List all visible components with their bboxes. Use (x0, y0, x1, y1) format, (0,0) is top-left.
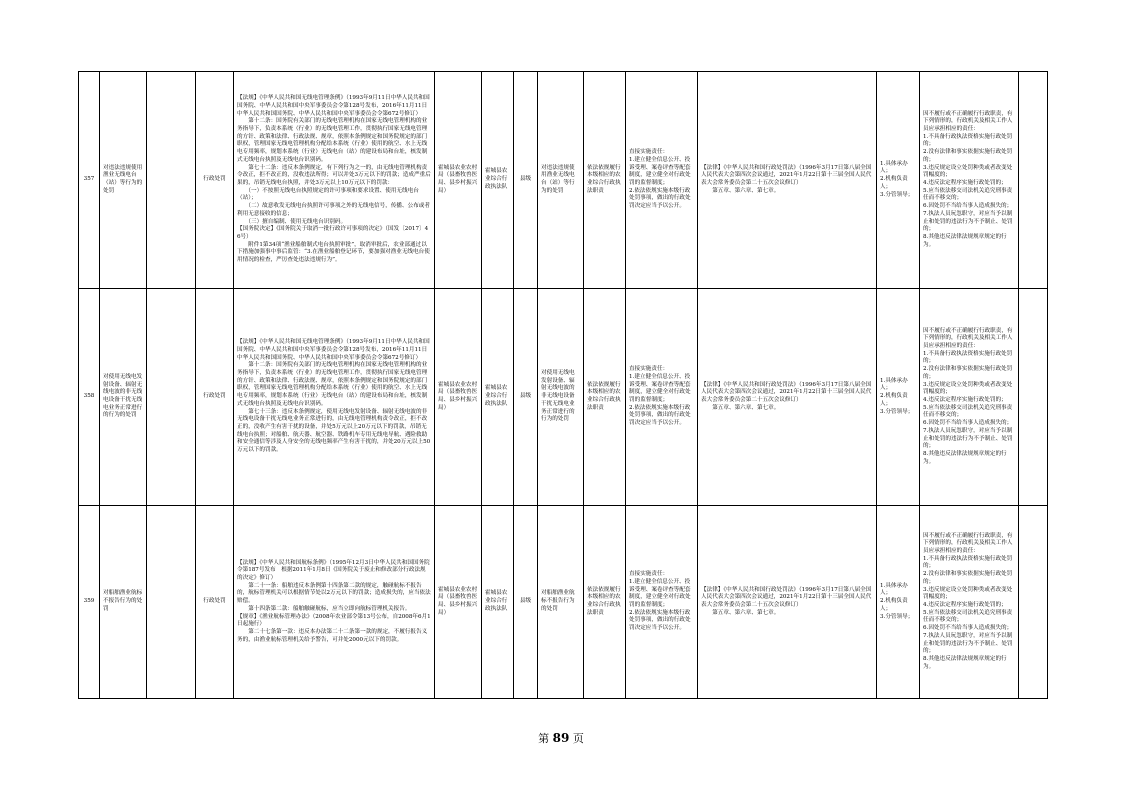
table-body (79, 72, 1048, 699)
liability-line: 4.违反法定程序实施行政处罚的； (923, 602, 1007, 608)
responsible-subject-cell (877, 72, 920, 289)
liability-line: 2.没有法律和事实依据实施行政处罚的； (923, 366, 1013, 380)
implementation-duty-line: 2.依法依规实施本级行政处罚事项，做出的行政处罚决定应当予以公开。 (629, 609, 691, 632)
legal-basis-line: 第七十三条：违反本条例规定，使用无线电发射设备、辐射无线电波的非无线电设备干扰无线电业务正常进行的，由无线电管理机构责令改正，拒不改正的，没收产生有害干扰的设备，并处5万元以上20万元以下的罚款，吊销无线电台执照；对船舶、航天器、航空器、铁路机车专用无线电导航、遇险救助和安全通信等涉及人身安全的无线电频率产生有害干扰的，并处20万元以上50万元以下的罚款。 (237, 408, 431, 454)
legal-basis-cell (234, 506, 435, 699)
responsible-subject-line: 1.具体承办人； (880, 377, 908, 392)
table-row (79, 72, 1048, 289)
footer-prefix: 第 (538, 732, 550, 745)
liability-cell (920, 506, 1019, 699)
responsible-subject-line: 1.具体承办人； (880, 160, 908, 175)
remark-cell (1019, 289, 1048, 506)
accountability-basis-line: 【法律】《中华人民共和国行政处罚法》（1996年3月17日第八届全国人民代表大会第四次会议通过，2021年1月22日第十三届全国人民代表大会常务委员会第二十五次会议修订） (701, 586, 872, 608)
responsible-subject-line: 2.机构负责人； (880, 598, 908, 612)
legal-basis-line: 第十二条：国务院有关部门的无线电管理机构在国家无线电管理机构的业务指导下，负责本系统（行业）的无线电管理工作，贯彻执行国家无线电管理的方针、政策和法律、行政法规、规章，依照本条例规定和国务院规定的部门职权，管理国家无线电管理机构分配给本系统（行业）使用的航空、水上无线电专用频率，规划本系统（行业）无线电台（站）的建设布局和台址，核发制式无线电台执照及无线电台识别码。 (237, 118, 428, 163)
liability-line: 2.没有法律和事实依据实施行政处罚的； (923, 571, 1013, 585)
item-name-cell: 对违法违规使用渔业无线电台（站）等行为的处罚 (100, 72, 147, 289)
liability-line: 6.因处罚不当给当事人造成损失的； (923, 203, 1013, 210)
legal-basis-line: 【法规】《中华人民共和国无线电管理条例》（1993年9月11日中华人民共和国国务院、中华人民共和国中央军事委员会令第128号发布，2016年11月11日中华人民共和国国务院、中华人民共和国中央军事委员会令第672号修订） (237, 95, 430, 117)
executor-cell: 霍城县农业综合行政执法队 (482, 289, 514, 506)
liability-line: 3.违反规定设立处罚种类或者改变处罚幅度的； (923, 381, 1013, 396)
executor-cell: 霍城县农业综合行政执法队 (482, 72, 514, 289)
responsible-subject-line: 3.分管领导； (880, 613, 914, 620)
item-name-cell: 对船舶渔业航标不报告行为的处罚 (100, 506, 147, 699)
department-cell: 霍城县农业农村局（县畜牧兽医局、县乡村振兴局） (435, 289, 482, 506)
item-repeat-cell: 对使用无线电发射设备、辐射无线电波的非无线电设备干扰无线电业务正常进行的行为的处罚 (538, 289, 584, 506)
liability-cell (920, 72, 1019, 289)
main-duty-cell: 依法依规履行本级相应的农业综合行政执法职责 (584, 289, 626, 506)
page-footer (0, 730, 1122, 746)
accountability-basis-cell (698, 72, 877, 289)
legal-basis-line: 【规章】《渔业航标管理办法》（2008年农业部令第13号公布，自2008年6月1日起施行） (237, 613, 431, 628)
subitem-cell (147, 289, 196, 506)
item-repeat-cell: 对船舶渔业航标不报告行为的处罚 (538, 506, 584, 699)
legal-basis-line: （三）擅自编制、使用无线电台识别码。 (237, 218, 347, 225)
legal-basis-cell (234, 72, 435, 289)
subitem-cell (147, 506, 196, 699)
implementation-duty-cell (626, 289, 698, 506)
responsible-subject-cell (877, 506, 920, 699)
implementation-duty-line: 直接实施责任： (629, 571, 669, 578)
liability-line: 8.其他违反法律法规规章规定的行为。 (923, 656, 1007, 670)
implementation-duty-line: 直接实施责任： (629, 366, 669, 373)
legal-basis-line: 【国务院决定】《国务院关于取消一批行政许可事项的决定》（国发〔2017〕46号） (237, 226, 429, 241)
item-name-cell: 对使用无线电发射设备、辐射无线电波的非无线电设备干扰无线电业务正常进行的行为的处罚 (100, 289, 147, 506)
accountability-basis-cell (698, 289, 877, 506)
liability-line: 6.因处罚不当给当事人造成损失的； (923, 625, 1013, 632)
legal-basis-line: （二）故意收发无线电台执照许可事项之外的无线电信号，传播、公布或者利用无意接收的信息； (237, 203, 430, 217)
duty-table (78, 71, 1048, 699)
liability-line: 4.违反法定程序实施行政处罚的； (923, 397, 1007, 403)
level-cell: 县级 (514, 506, 538, 699)
row-number-cell: 359 (79, 506, 100, 699)
accountability-basis-line: 第五章、第六章、第七章。 (701, 187, 780, 194)
item-repeat-cell: 对违法违规使用渔业无线电台（站）等行为的处罚 (538, 72, 584, 289)
responsible-subject-cell (877, 289, 920, 506)
legal-basis-line: 【法规】《中华人民共和国航标条例》（1995年12月3日中华人民共和国国务院令第187号发布 根据2011年1月8日《国务院关于废止和修改部分行政法规的决定》修订） (237, 559, 430, 581)
responsible-subject-line: 2.机构负责人； (880, 393, 908, 407)
legal-basis-line: 第二十七条第一款：违反本办法第二十二条第一款的规定，不履行报告义务的，由渔业航标管理机关给予警告，可并处2000元以下的罚款。 (237, 629, 428, 643)
legal-basis-line: 第七十二条：违反本条例规定，有下列行为之一的，由无线电管理机构责令改正，拒不改正的，没收违法所得；可以并处3万元以下的罚款；造成严重后果的，吊销无线电台执照，并处3万元以上10万元以下的罚款： (237, 164, 431, 186)
responsible-subject-line: 3.分管领导； (880, 408, 914, 415)
liability-line: 1.不具备行政执法资格实施行政处罚的； (923, 350, 1013, 365)
row-number-cell: 358 (79, 289, 100, 506)
legal-basis-line: 附件1第34项“渔业船舶制式电台执照审批”，取消审批后，农业部通过以下措施加强事中事后监管：“3.在渔业船舶登记环节，要加强对渔业无线电台使用情况的检查，严厉查处违法违规行为”。 (237, 241, 430, 264)
liability-line: 2.没有法律和事实依据实施行政处罚的； (923, 149, 1013, 163)
department-cell: 霍城县农业农村局（县畜牧兽医局、县乡村振兴局） (435, 506, 482, 699)
liability-line: 4.违反法定程序实施行政处罚的； (923, 180, 1007, 186)
liability-line: 6.因处罚不当给当事人造成损失的； (923, 420, 1013, 427)
liability-line: 3.违反规定设立处罚种类或者改变处罚幅度的； (923, 586, 1013, 601)
department-cell: 霍城县农业农村局（县畜牧兽医局、县乡村振兴局） (435, 72, 482, 289)
footer-suffix: 页 (572, 732, 584, 745)
implementation-duty-line: 2.依法依规实施本级行政处罚事项，做出的行政处罚决定应当予以公开。 (629, 187, 691, 210)
remark-cell (1019, 506, 1048, 699)
legal-basis-line: 【法规】《中华人民共和国无线电管理条例》（1993年9月11日中华人民共和国国务院、中华人民共和国中央军事委员会令第128号发布，2016年11月11日中华人民共和国国务院、中华人民共和国中央军事委员会令第672号修订） (237, 339, 430, 361)
responsible-subject-line: 1.具体承办人； (880, 582, 908, 597)
legal-basis-cell (234, 289, 435, 506)
implementation-duty-cell (626, 506, 698, 699)
level-cell: 县级 (514, 72, 538, 289)
liability-line: 8.其他违反法律法规规章规定的行为。 (923, 234, 1007, 248)
implementation-duty-line: 1.建立健全信息公开、投诉受理、案卷评查等配套制度，建立健全对行政处罚的监督制度； (629, 156, 691, 186)
liability-line: 5.应当依法移交司法机关追究刑事责任而不移交的； (923, 187, 1013, 202)
liability-line: 1.不具备行政执法资格实施行政处罚的； (923, 133, 1013, 148)
accountability-basis-cell (698, 506, 877, 699)
table-row (79, 289, 1048, 506)
remark-cell (1019, 72, 1048, 289)
liability-line: 1.不具备行政执法资格实施行政处罚的； (923, 555, 1013, 570)
implementation-duty-line: 2.依法依规实施本级行政处罚事项，做出的行政处罚决定应当予以公开。 (629, 404, 691, 427)
responsible-subject-line: 2.机构负责人； (880, 176, 908, 190)
accountability-basis-line: 第五章、第六章、第七章。 (701, 404, 780, 411)
legal-basis-line: 第十二条：国务院有关部门的无线电管理机构在国家无线电管理机构的业务指导下，负责本系统（行业）的无线电管理工作，贯彻执行国家无线电管理的方针、政策和法律、行政法规、规章，依照本条例规定和国务院规定的部门职权，管理国家无线电管理机构分配给本系统（行业）使用的航空、水上无线电专用频率，规划本系统（行业）无线电台（站）的建设布局和台址，核发制式无线电台执照及无线电台识别码。 (237, 362, 428, 407)
category-cell: 行政处罚 (196, 506, 234, 699)
implementation-duty-line: 1.建立健全信息公开、投诉受理、案卷评查等配套制度，建立健全对行政处罚的监督制度； (629, 578, 691, 608)
main-duty-cell: 依法依规履行本级相应的农业综合行政执法职责 (584, 72, 626, 289)
liability-line: 因不履行或不正确履行行政职责，有下列情形的，行政机关及相关工作人员应承担相应的责任： (923, 532, 1013, 554)
accountability-basis-line: 【法律】《中华人民共和国行政处罚法》（1996年3月17日第八届全国人民代表大会第四次会议通过，2021年1月22日第十三届全国人民代表大会常务委员会第二十五次会议修订） (701, 164, 872, 186)
level-cell: 县级 (514, 289, 538, 506)
liability-cell (920, 289, 1019, 506)
accountability-basis-line: 【法律】《中华人民共和国行政处罚法》（1996年3月17日第八届全国人民代表大会第四次会议通过，2021年1月22日第十三届全国人民代表大会常务委员会第二十五次会议修订） (701, 381, 872, 403)
table-row (79, 506, 1048, 699)
legal-basis-line: 第十四条第二款：船舶触碰航标，应当立即向航标管理机关报告。 (237, 605, 411, 612)
liability-line: 3.违反规定设立处罚种类或者改变处罚幅度的； (923, 164, 1013, 179)
liability-line: 因不履行或不正确履行行政职责，有下列情形的，行政机关及相关工作人员应承担相应的责任： (923, 327, 1013, 349)
liability-line: 7.执法人员玩忽职守，对应当予以制止和处罚的违法行为不予制止、处罚的； (923, 632, 1013, 655)
legal-basis-line: （一）不按照无线电台执照规定的许可事项和要求设置、使用无线电台（站）； (237, 187, 419, 202)
liability-line: 7.执法人员玩忽职守，对应当予以制止和处罚的违法行为不予制止、处罚的； (923, 210, 1013, 233)
liability-line: 5.应当依法移交司法机关追究刑事责任而不移交的； (923, 404, 1013, 419)
subitem-cell (147, 72, 196, 289)
main-duty-cell: 依法依规履行本级相应的农业综合行政执法职责 (584, 506, 626, 699)
category-cell: 行政处罚 (196, 72, 234, 289)
implementation-duty-line: 1.建立健全信息公开、投诉受理、案卷评查等配套制度，建立健全对行政处罚的监督制度； (629, 373, 691, 403)
liability-line: 7.执法人员玩忽职守，对应当予以制止和处罚的违法行为不予制止、处罚的； (923, 427, 1013, 450)
implementation-duty-cell (626, 72, 698, 289)
liability-line: 5.应当依法移交司法机关追究刑事责任而不移交的； (923, 609, 1013, 624)
category-cell: 行政处罚 (196, 289, 234, 506)
liability-line: 因不履行或不正确履行行政职责，有下列情形的，行政机关及相关工作人员应承担相应的责任： (923, 110, 1013, 132)
implementation-duty-line: 直接实施责任： (629, 149, 669, 156)
row-number-cell: 357 (79, 72, 100, 289)
liability-line: 8.其他违反法律法规规章规定的行为。 (923, 451, 1007, 465)
responsible-subject-line: 3.分管领导； (880, 191, 914, 198)
legal-basis-line: 第二十一条：船舶违反本条例第十四条第二款的规定，触碰航标不报告的，航标管理机关可以根据情节处以2万元以下的罚款；造成损失的，应当依法赔偿。 (237, 582, 431, 605)
accountability-basis-line: 第五章、第六章、第七章。 (701, 609, 780, 616)
executor-cell: 霍城县农业综合行政执法队 (482, 506, 514, 699)
page-number: 89 (552, 731, 570, 745)
